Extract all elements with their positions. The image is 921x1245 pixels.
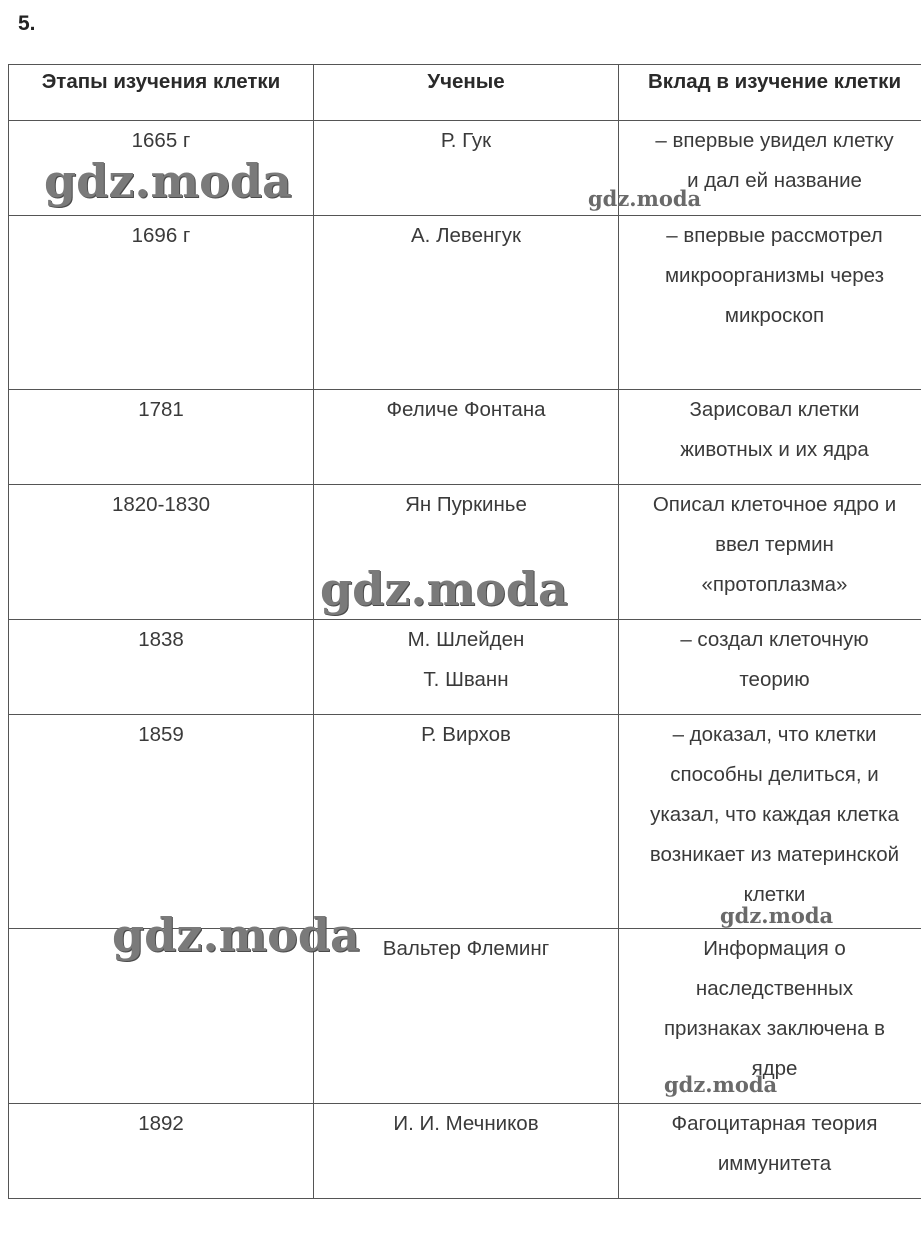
contribution-cell: – доказал, что клетки способны делиться, и указал, что каждая клетка возникает из материнской клетки bbox=[619, 715, 921, 929]
scientist-cell: Феличе Фонтана bbox=[314, 390, 619, 485]
contribution-cell: – впервые рассмотрел микроорганизмы через микроскоп bbox=[619, 216, 921, 390]
table-row bbox=[9, 715, 921, 929]
watermark-logo: gdz.moda bbox=[588, 186, 702, 211]
contribution-cell: Фагоцитарная теория иммунитета bbox=[619, 1104, 921, 1199]
scientist-cell: Ян Пуркинье bbox=[314, 485, 619, 620]
table-row bbox=[9, 485, 921, 620]
scientist-cell: Вальтер Флеминг bbox=[314, 929, 619, 1104]
watermark-logo: gdz.moda bbox=[44, 154, 292, 208]
scientist-cell: Р. Гук bbox=[314, 121, 619, 216]
contribution-cell: Зарисовал клетки животных и их ядра bbox=[619, 390, 921, 485]
stage-cell: 1838 bbox=[9, 620, 314, 715]
table-row bbox=[9, 121, 921, 216]
scientist-cell: Р. Вирхов bbox=[314, 715, 619, 929]
scientist-cell: А. Левенгук bbox=[314, 216, 619, 390]
stage-cell: 1820-1830 bbox=[9, 485, 314, 620]
table-row bbox=[9, 216, 921, 390]
header-scientists: Ученые bbox=[314, 65, 619, 121]
contribution-cell: Информация о наследственных признаках заключена в ядре bbox=[619, 929, 921, 1104]
stage-cell: 1696 г bbox=[9, 216, 314, 390]
table-row bbox=[9, 390, 921, 485]
contribution-cell: – создал клеточную теорию bbox=[619, 620, 921, 715]
stage-cell: 1665 г bbox=[9, 121, 314, 216]
watermark-logo: gdz.moda bbox=[112, 908, 360, 962]
table-row bbox=[9, 929, 921, 1104]
task-number: 5. bbox=[18, 12, 36, 35]
contribution-cell: – впервые увидел клетку и дал ей название bbox=[619, 121, 921, 216]
scientist-cell: И. И. Мечников bbox=[314, 1104, 619, 1199]
header-stage: Этапы изучения клетки bbox=[9, 65, 314, 121]
stage-cell: 1781 bbox=[9, 390, 314, 485]
contribution-cell: Описал клеточное ядро и ввел термин «протоплазма» bbox=[619, 485, 921, 620]
stage-cell: 1892 bbox=[9, 1104, 314, 1199]
table-row bbox=[9, 620, 921, 715]
scientist-cell: М. Шлейден Т. Шванн bbox=[314, 620, 619, 715]
watermark-logo: gdz.moda bbox=[664, 1072, 778, 1097]
table-row bbox=[9, 1104, 921, 1199]
stage-cell: 1859 bbox=[9, 715, 314, 929]
header-contribution: Вклад в изучение клетки bbox=[619, 65, 921, 121]
cell-study-table bbox=[8, 64, 921, 1199]
stage-cell bbox=[9, 929, 314, 1104]
watermark-logo: gdz.moda bbox=[320, 562, 568, 616]
table-header-row bbox=[9, 65, 921, 121]
watermark-logo: gdz.moda bbox=[720, 903, 834, 928]
